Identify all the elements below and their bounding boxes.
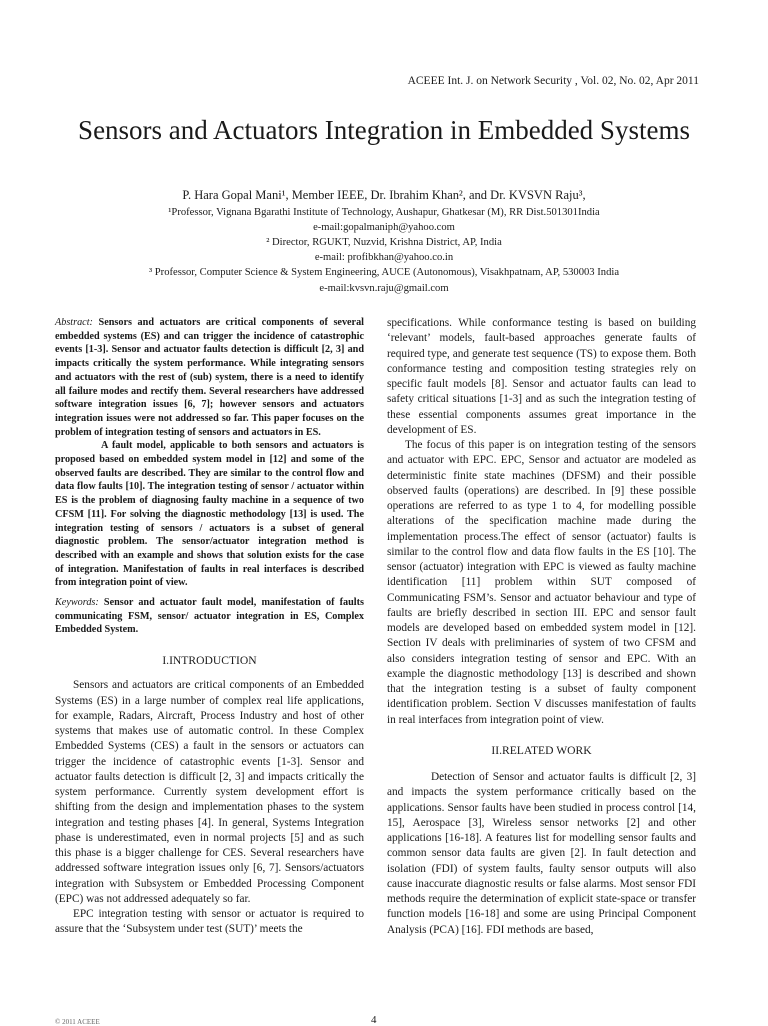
abstract-paragraph [55,316,364,439]
abstract-text: Sensors and actuators are critical components of several embedded systems (ES) and can trigger the incidence of catastrophic events [1-3]. Sensor and actuator faults detection is difficult [2, 3] and impacts critically the system performance. While integrating sensors and actuators with the rest of (sub) system, there is a need to identify all failure modes and rectify them. Several researchers have addressed software integration issues [6, 7]; however sensors and actuators integration issues were not addressed so far. This paper focuses on the problem of integration testing of sensors and actuators in ES. [55,317,365,438]
intro-paragraph-2: EPC integration testing with sensor or actuator is required to assure that the ‘Subsystem under test (SUT)’ meets the [55,908,364,936]
body-paragraph-3: Detection of Sensor and actuator faults is difficult [2, 3] and impacts the system performance critically based on the applications. Sensor faults have been studied in process control [14, 15], Aerospace [3], Wireless sensor networks [2] and other applications [16-18]. A features list for modelling sensor faults and common sensor data faults are given [2]. In fault detection and isolation (FDI) of system faults, faulty sensor outputs will also cause inaccurate diagnostic results or false alarms. Most sensor FDI methods require the determination of explicit state-space or transfer function models [16-18] and some are using Principal Component Analysis (PCA) [16]. FDI methods are based, [387,771,696,936]
abstract-label: Abstract: [55,317,93,328]
keywords-text: Sensor and actuator fault model, manifestation of faults communicating FSM, sensor/ actuator integration in ES, Complex Embedded System. [55,597,364,636]
section-heading-related-work: II.RELATED WORK [491,743,592,757]
email-2: e-mail: profibkhan@yahoo.co.in [314,252,454,263]
affiliation-1: ¹Professor, Vignana Bgarathi Institute of Technology, Aushapur, Ghatkesar (M), RR Dist.501301India [168,207,600,218]
keywords-label: Keywords: [55,597,99,609]
email-1: e-mail:gopalmaniph@yahoo.com [313,222,455,233]
keywords-paragraph [55,596,364,637]
footer-mark: © 2011 ACEEE [55,1018,100,1026]
affiliation-2: ² Director, RGUKT, Nuzvid, Krishna District, AP, India [266,237,502,248]
intro-paragraph-1: Sensors and actuators are critical components of an Embedded Systems (ES) in a large number of complex real life applications, for example, Radars, Aircraft, Process Industry and host of other systems that makes use of automatic control. In these Complex Embedded Systems (CES) a fault in the sensors or actuators can trigger the incidence of catastrophic events [1-3]. Sensor and actuator faults detection is difficult [2, 3] and impacts critically the system performance. Currently system development effort is shifting from the design and implementation phases to the system integration and testing phases [4]. In general, Systems Integration phase is underestimated, even in normal projects [5] and as such this phase is a bigger challenge for CES. Several researchers have addressed software integration issues only [6, 7]. Sensors/actuators integration with Subsystem or Embedded Processing Component (EPC) was not addressed adequately so far. [55,679,364,905]
paper-title: Sensors and Actuators Integration in Embedded Systems [78,115,690,145]
email-3: e-mail:kvsvn.raju@gmail.com [319,283,449,294]
author-line: P. Hara Gopal Mani¹, Member IEEE, Dr. Ibrahim Khan², and Dr. KVSVN Raju³, [182,188,586,202]
right-column [387,316,696,938]
abstract-paragraph-2: A fault model, applicable to both sensors and actuators is proposed based on embedded system model in [12] and some of the observed faults are described. They are similar to the control flow and data flow faults [10]. The integration testing of sensor / actuator within ES is the problem of diagnosing faulty machine in a sequence of two CFSM [11]. For solving the diagnostic methodology [13] is used. The integration testing of sensors / actuators is a subset of general diagnostic problem. The sensor/actuator integration method is described with an example and shows that solution exists for the case of integration. Manifestation of faults in real interfaces is described from integration point of view. [55,440,364,589]
page-number: 4 [371,1014,377,1026]
body-paragraph-2: The focus of this paper is on integration testing of the sensors and actuator with EPC. EPC, Sensor and actuator are modeled as deterministic finite state machines (DFSM) and their possible observed faults (operations) are described. In [9] these possible operations are referred to as type 1 to 4, for modelling possible alterations of the specification machine made during the implementation process.The effect of sensor (actuator) faults is similar to the control flow and data flow faults in the ES [10]. The sensor (actuator) integration with EPC is viewed as faulty machine identification [11] problem within SUT composed of Communicating FSM’s. Sensor and actuator behaviour and type of faults are briefly described in section III. EPC and sensor fault models are developed based on embedded system model in [12]. Section IV deals with preliminaries of system of two CFSM and also considers integration testing of sensor and EPC. With an example the diagnostic methodology [13] is described and shown that the integration testing is a subset of faulty component identification problem. Section V discusses manifestation of faults in real interfaces from integration point of view. [387,439,696,726]
journal-header: ACEEE Int. J. on Network Security , Vol. 02, No. 02, Apr 2011 [407,75,699,87]
affiliation-3: ³ Professor, Computer Science & System Engineering, AUCE (Autonomous), Visakhpatnam, AP, 530003 India [148,267,620,278]
section-heading-introduction: I.INTRODUCTION [162,654,257,668]
left-column [55,316,364,938]
body-paragraph-1: specifications. While conformance testing is based on building ‘relevant’ models, fault-based approaches generate faults of required type, and generate test sequence (TS) to expose them. Both conformance testing and composition testing strategies rely on specific fault models [8]. Sensor and actuator faults can lead to safety critical situations [1-3] and as such the integration testing of these essential components assumes great importance in the development of ES. [387,317,696,436]
